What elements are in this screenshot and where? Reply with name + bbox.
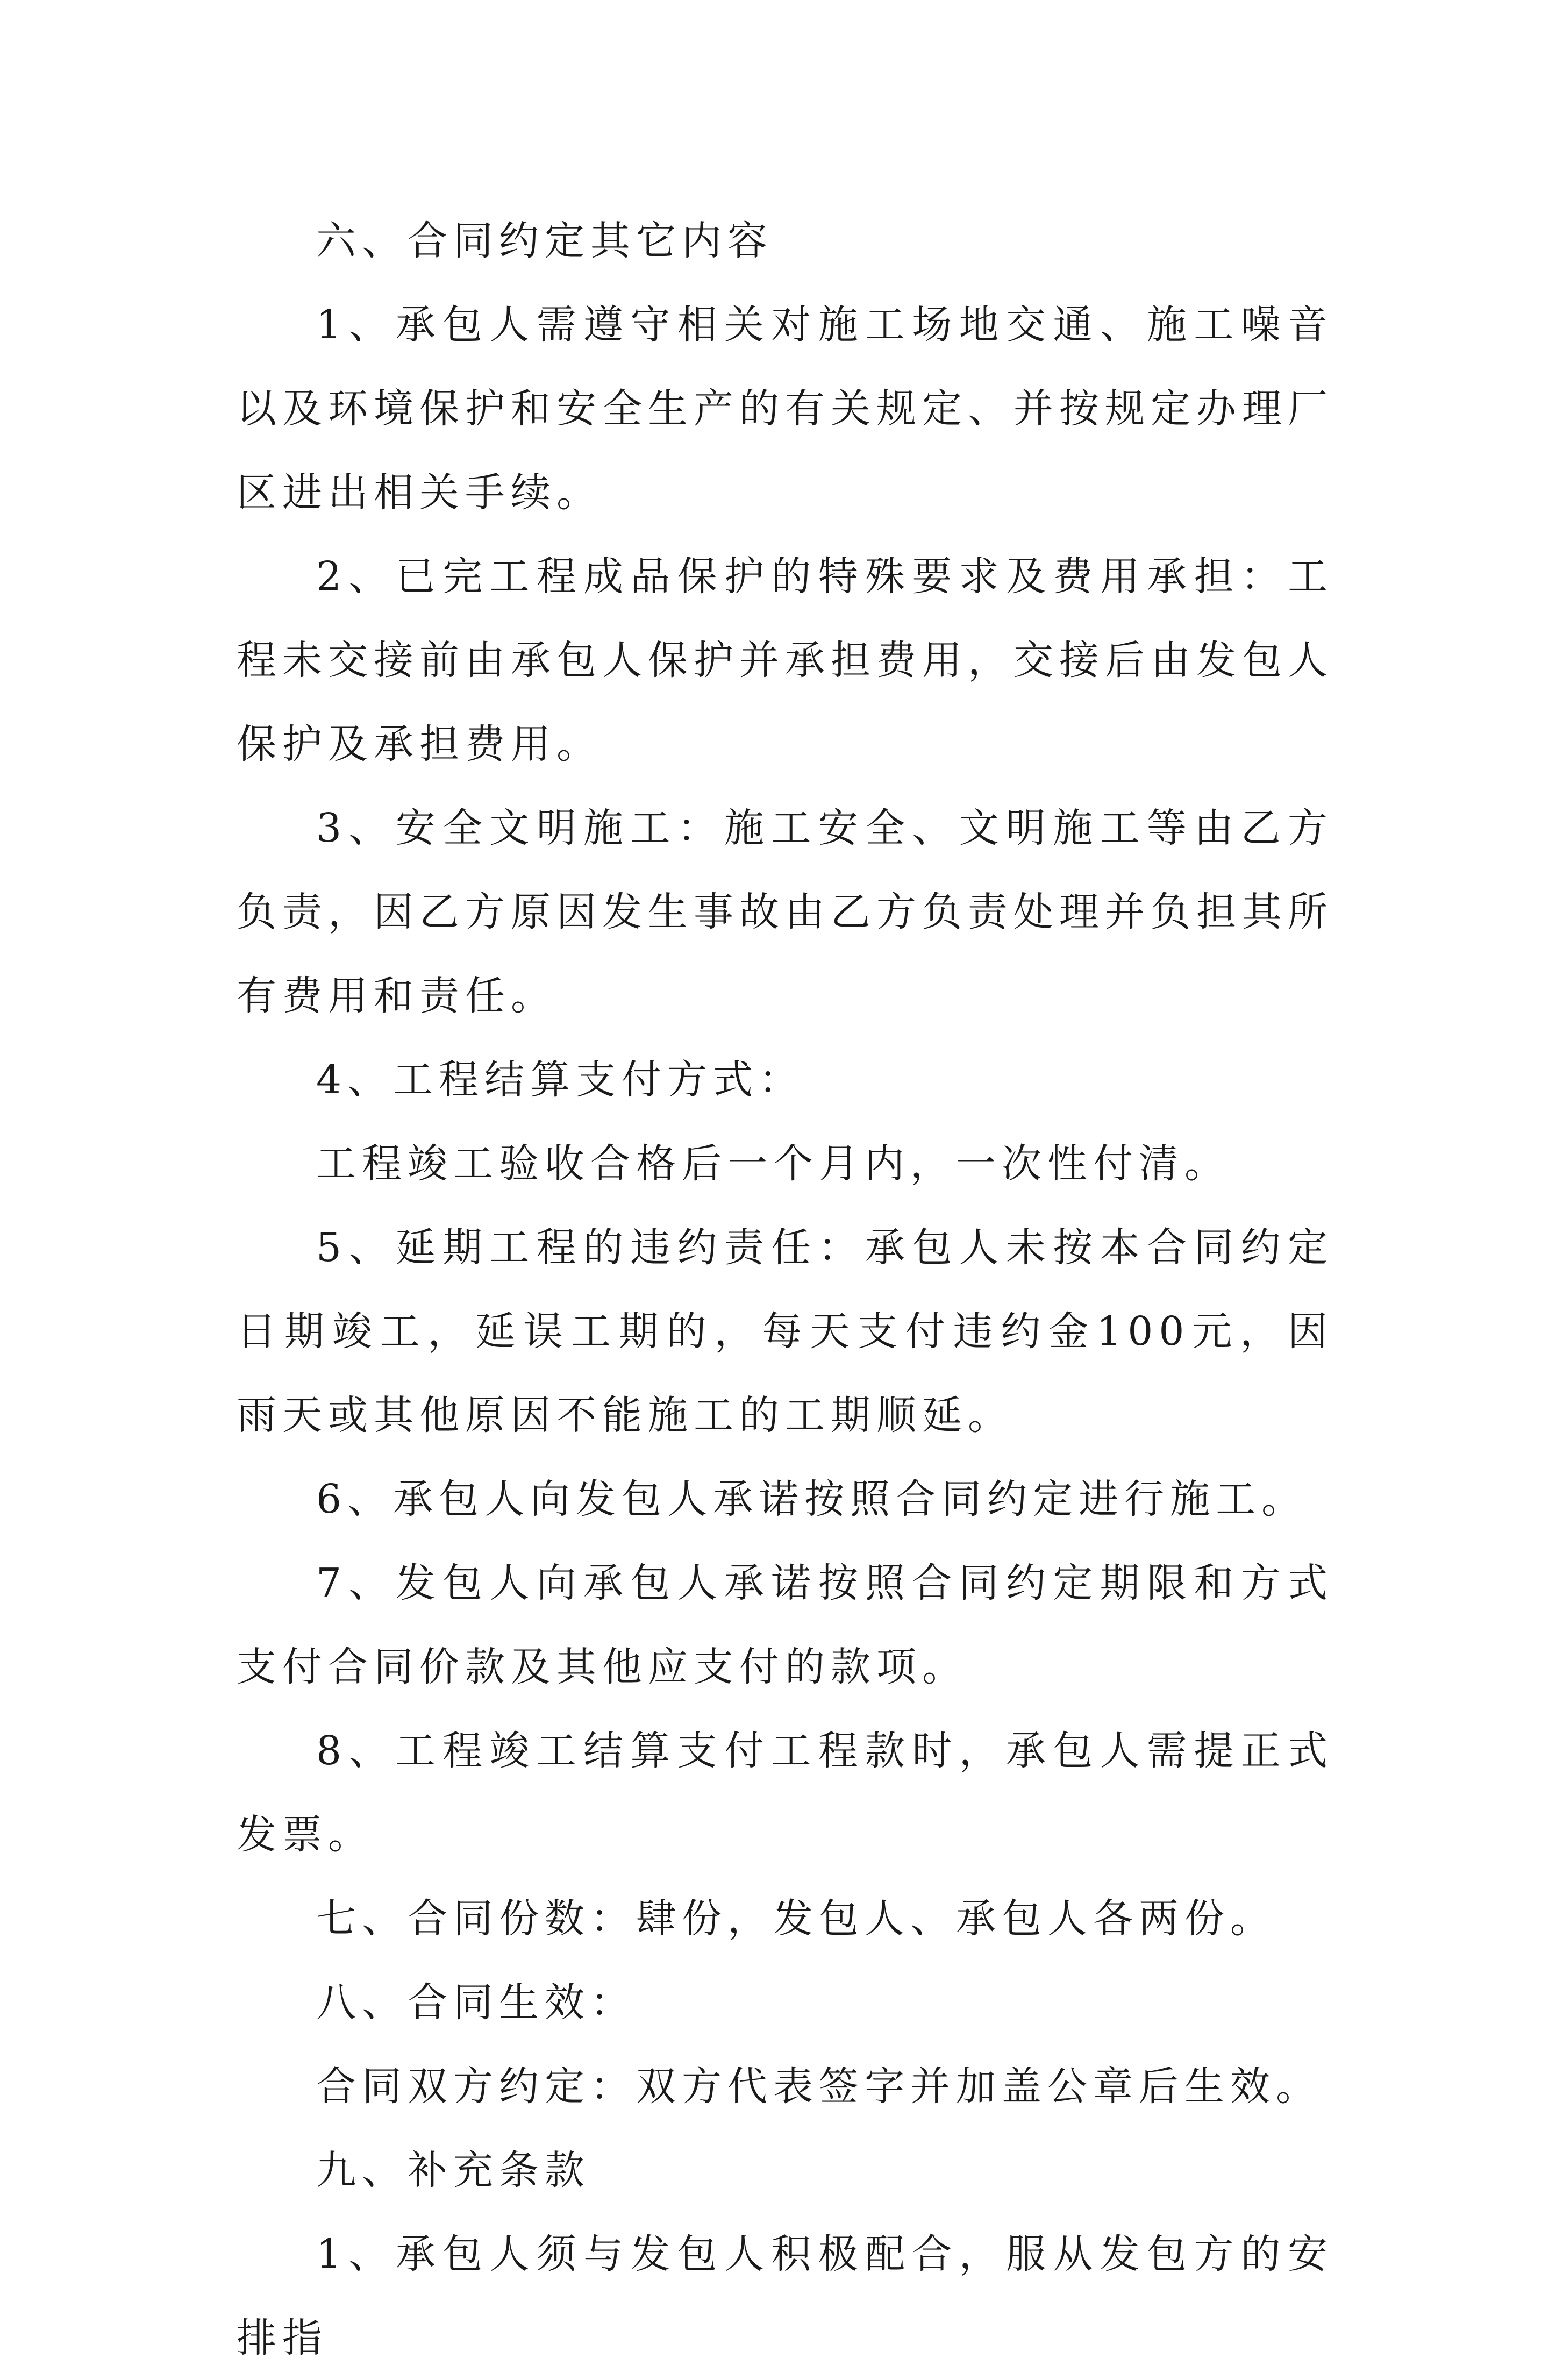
clause-6-8: 8、工程竣工结算支付工程款时，承包人需提正式发票。 [237, 1728, 1333, 1858]
document-body [237, 199, 1333, 2380]
section-heading-7: 七、合同份数：肆份，发包人、承包人各两份。 [316, 1896, 1276, 1942]
section-heading-6: 六、合同约定其它内容 [316, 218, 773, 264]
clause-6-6: 6、承包人向发包人承诺按照合同约定进行施工。 [316, 1476, 1308, 1522]
section-heading-8: 八、合同生效： [316, 1979, 636, 2026]
clause-6-4-detail: 工程竣工验收合格后一个月内，一次性付清。 [316, 1141, 1230, 1187]
clause-9-1: 1、承包人须与发包人积极配合，服从发包方的安排指 [237, 2231, 1333, 2361]
section-heading-9: 九、补充条款 [316, 2147, 590, 2193]
clause-6-2: 2、已完工程成品保护的特殊要求及费用承担：工程未交接前由承包人保护并承担费用，交接后由发包人保护及承担费用。 [237, 553, 1333, 767]
clause-8-detail: 合同双方约定：双方代表签字并加盖公章后生效。 [316, 2063, 1322, 2110]
clause-6-3: 3、安全文明施工：施工安全、文明施工等由乙方负责，因乙方原因发生事故由乙方负责处理并负担其所有费用和责任。 [237, 805, 1333, 1019]
clause-6-1: 1、承包人需遵守相关对施工场地交通、施工噪音以及环境保护和安全生产的有关规定、并按规定办理厂区进出相关手续。 [237, 302, 1333, 516]
clause-6-7: 7、发包人向承包人承诺按照合同约定期限和方式支付合同价款及其他应支付的款项。 [237, 1560, 1333, 1690]
clause-6-4: 4、工程结算支付方式： [316, 1057, 805, 1103]
clause-6-5: 5、延期工程的违约责任：承包人未按本合同约定日期竣工，延误工期的，每天支付违约金100元，因雨天或其他原因不能施工的工期顺延。 [237, 1224, 1333, 1438]
